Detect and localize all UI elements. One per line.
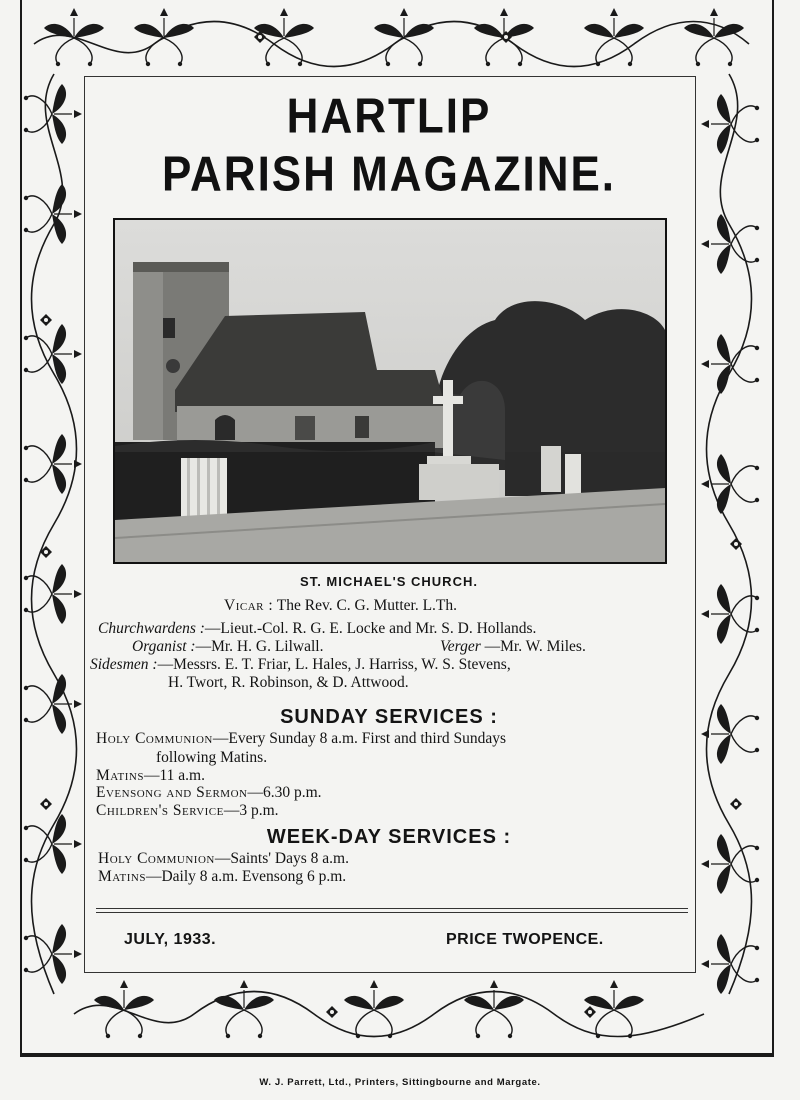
masthead-line-2: PARISH MAGAZINE. — [161, 147, 617, 202]
sidesmen-line-2: H. Twort, R. Robinson, & D. Attwood. — [168, 674, 409, 691]
issue-date: JULY, 1933. — [124, 931, 217, 948]
weekday-matins — [98, 868, 346, 886]
sunday-hc-continuation: following Matins. — [156, 749, 268, 766]
issue-price: PRICE TWOPENCE. — [446, 931, 604, 948]
verger-name: —Mr. W. Miles. — [484, 638, 586, 655]
weekday-matins-text: —Daily 8 a.m. Evensong 6 p.m. — [145, 868, 347, 885]
sidesmen-line-1 — [90, 656, 511, 674]
page-outline-bottom — [20, 1053, 774, 1055]
organist-name: —Mr. H. G. Lilwall. — [195, 638, 324, 655]
vicar-line — [224, 597, 457, 615]
garden-gate — [181, 458, 227, 520]
border-top — [34, 8, 749, 67]
sunday-hc-text: —Every Sunday 8 a.m. First and third Sundays — [212, 730, 507, 747]
organist-label: Organist : — [132, 638, 196, 655]
masthead-line-1: HARTLIP — [286, 89, 492, 144]
sunday-evensong-label: Evensong and Sermon — [96, 784, 248, 801]
sunday-services-heading: SUNDAY SERVICES : — [280, 706, 498, 728]
churchwardens-label: Churchwardens : — [98, 620, 205, 637]
organist-line — [132, 638, 323, 656]
churchwardens-line — [98, 620, 536, 638]
divider-rule-1 — [96, 908, 688, 909]
sunday-evensong-text: —6.30 p.m. — [247, 784, 322, 801]
weekday-services-heading: WEEK-DAY SERVICES : — [266, 826, 512, 848]
border-right — [701, 74, 759, 994]
weekday-hc-text: —Saints' Days 8 a.m. — [214, 850, 349, 867]
vicar-label: Vicar : — [224, 597, 274, 614]
sunday-children-text: —3 p.m. — [223, 802, 279, 819]
sidesmen-label: Sidesmen : — [90, 656, 158, 673]
border-bottom — [74, 980, 704, 1038]
sunday-children-label: Children's Service — [96, 802, 224, 819]
sunday-matins — [96, 767, 205, 785]
border-left — [24, 74, 82, 994]
weekday-matins-label: Matins — [98, 868, 146, 885]
churchwardens-names: —Lieut.-Col. R. G. E. Locke and Mr. S. D. Hollands. — [204, 620, 537, 637]
verger-label: Verger — [440, 638, 481, 655]
weekday-holy-communion — [98, 850, 349, 868]
sunday-hc-label: Holy Communion — [96, 730, 213, 747]
church-name: ST. MICHAEL'S CHURCH. — [300, 574, 478, 589]
vicar-name: The Rev. C. G. Mutter. L.Th. — [276, 597, 457, 614]
sunday-matins-label: Matins — [96, 767, 144, 784]
weekday-hc-label: Holy Communion — [98, 850, 215, 867]
sunday-matins-text: —11 a.m. — [143, 767, 205, 784]
sunday-holy-communion — [96, 730, 506, 748]
printer-credit: W. J. Parrett, Ltd., Printers, Sittingbourne and Margate. — [259, 1077, 541, 1088]
divider-rule-2 — [96, 912, 688, 913]
verger-line — [440, 638, 586, 656]
sunday-childrens-service — [96, 802, 279, 820]
church-photo — [113, 218, 667, 564]
sunday-evensong — [96, 784, 322, 802]
sidesmen-names-1: —Messrs. E. T. Friar, L. Hales, J. Harriss, W. S. Stevens, — [157, 656, 511, 673]
